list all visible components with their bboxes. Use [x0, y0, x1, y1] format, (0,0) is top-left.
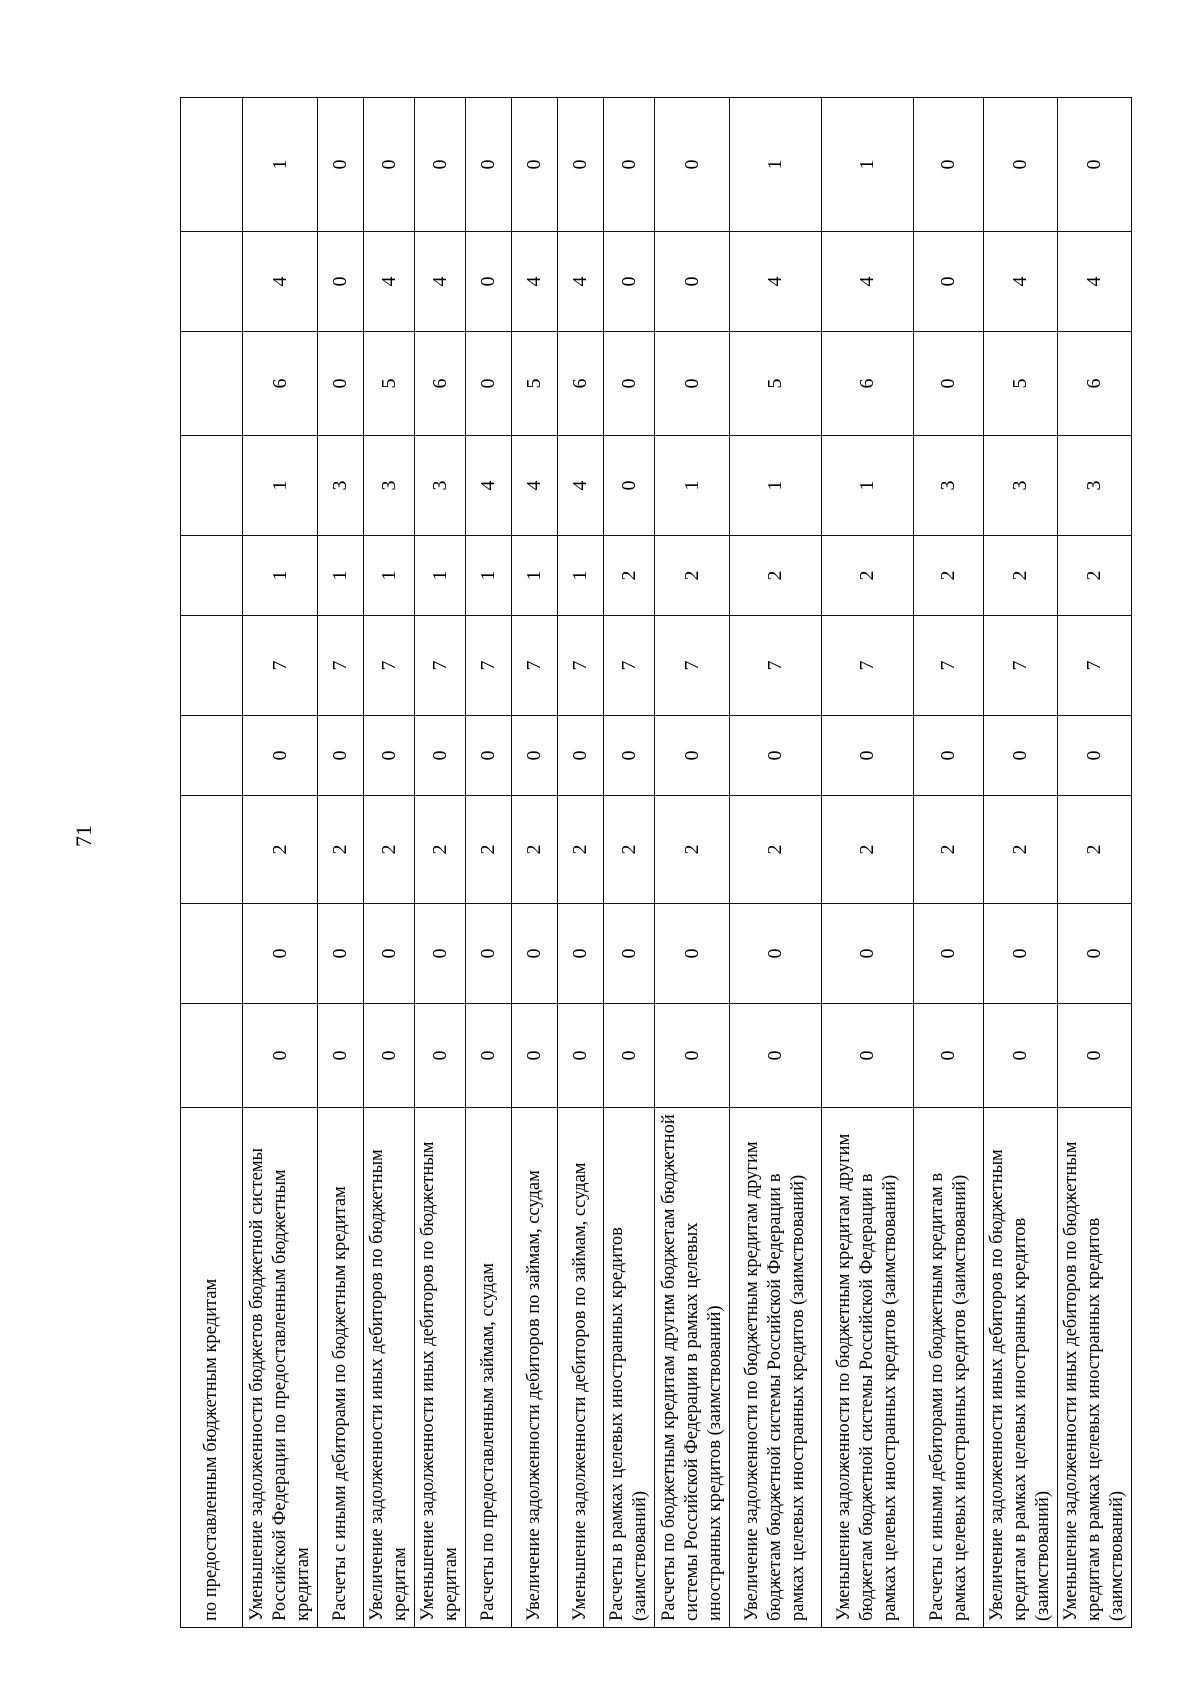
code-digit-cell: 0 — [512, 904, 558, 1004]
code-digit-cell: 1 — [243, 98, 318, 232]
code-digit-cell: 0 — [984, 716, 1058, 796]
table-row — [822, 98, 914, 1628]
code-digit-cell: 5 — [364, 332, 415, 436]
code-digit-cell: 0 — [984, 904, 1058, 1004]
code-digit-cell: 4 — [364, 232, 415, 332]
code-digit-cell: 1 — [558, 536, 604, 616]
row-description: Расчеты с иными дебиторами по бюджетным кредитам — [318, 1108, 364, 1628]
code-digit-cell: 0 — [318, 232, 364, 332]
code-digit-cell: 2 — [914, 536, 984, 616]
code-digit-cell: 0 — [822, 904, 914, 1004]
code-digit-cell: 1 — [730, 436, 822, 536]
code-digit-cell — [181, 536, 243, 616]
code-digit-cell: 2 — [512, 796, 558, 904]
code-digit-cell: 1 — [243, 536, 318, 616]
code-digit-cell: 7 — [655, 616, 730, 716]
code-digit-cell: 2 — [243, 796, 318, 904]
code-digit-cell — [181, 436, 243, 536]
table-row — [604, 98, 655, 1628]
code-digit-cell: 2 — [822, 796, 914, 904]
code-digit-cell: 0 — [1058, 1004, 1132, 1108]
code-digit-cell: 1 — [655, 436, 730, 536]
code-digit-cell: 4 — [512, 436, 558, 536]
code-digit-cell: 0 — [730, 904, 822, 1004]
code-digit-cell — [181, 616, 243, 716]
row-description: по предоставленным бюджетным кредитам — [181, 1108, 243, 1628]
code-digit-cell: 0 — [318, 98, 364, 232]
code-digit-cell: 2 — [364, 796, 415, 904]
code-digit-cell: 0 — [512, 716, 558, 796]
table-body — [181, 98, 1132, 1628]
code-digit-cell: 1 — [822, 98, 914, 232]
code-digit-cell: 7 — [1058, 616, 1132, 716]
page-number: 71 — [71, 825, 96, 847]
code-digit-cell: 1 — [364, 536, 415, 616]
table-row — [415, 98, 466, 1628]
code-digit-cell: 2 — [558, 796, 604, 904]
code-digit-cell: 0 — [655, 332, 730, 436]
code-digit-cell: 0 — [415, 716, 466, 796]
code-digit-cell: 3 — [1058, 436, 1132, 536]
code-digit-cell: 7 — [243, 616, 318, 716]
code-digit-cell: 7 — [558, 616, 604, 716]
code-digit-cell: 4 — [730, 232, 822, 332]
code-digit-cell: 7 — [914, 616, 984, 716]
code-digit-cell: 0 — [1058, 98, 1132, 232]
code-digit-cell: 3 — [318, 436, 364, 536]
code-digit-cell: 7 — [730, 616, 822, 716]
code-digit-cell: 0 — [415, 904, 466, 1004]
code-digit-cell: 2 — [822, 536, 914, 616]
row-description: Уменьшение задолженности по бюджетным кредитам другим бюджетам бюджетной системы Российской Федерации в рамках целевых иностранных кредитов (заимствований) — [822, 1108, 914, 1628]
code-digit-cell: 4 — [415, 232, 466, 332]
code-digit-cell: 1 — [415, 536, 466, 616]
code-digit-cell: 0 — [318, 1004, 364, 1108]
code-digit-cell: 2 — [318, 796, 364, 904]
code-digit-cell: 0 — [1058, 716, 1132, 796]
row-description: Увеличение задолженности иных дебиторов по бюджетным кредитам в рамках целевых иностранных кредитов (заимствований) — [984, 1108, 1058, 1628]
row-description: Расчеты по предоставленным займам, ссудам — [466, 1108, 512, 1628]
code-digit-cell: 0 — [730, 716, 822, 796]
code-digit-cell: 1 — [730, 98, 822, 232]
code-digit-cell: 0 — [822, 716, 914, 796]
code-digit-cell: 0 — [364, 98, 415, 232]
row-description: Расчеты в рамках целевых иностранных кредитов (заимствований) — [604, 1108, 655, 1628]
row-description: Расчеты по бюджетным кредитам другим бюджетам бюджетной системы Российской Федерации в рамках целевых иностранных кредитов (заимствований) — [655, 1108, 730, 1628]
code-digit-cell — [181, 904, 243, 1004]
code-digit-cell: 0 — [984, 1004, 1058, 1108]
code-digit-cell: 3 — [914, 436, 984, 536]
code-digit-cell: 4 — [1058, 232, 1132, 332]
rotated-table-wrapper — [180, 98, 1127, 1628]
code-digit-cell: 0 — [558, 98, 604, 232]
code-digit-cell: 0 — [364, 1004, 415, 1108]
table-row — [318, 98, 364, 1628]
code-digit-cell: 2 — [730, 796, 822, 904]
code-digit-cell: 2 — [655, 536, 730, 616]
code-digit-cell: 5 — [512, 332, 558, 436]
code-digit-cell — [181, 232, 243, 332]
code-digit-cell: 7 — [604, 616, 655, 716]
code-digit-cell: 4 — [558, 232, 604, 332]
code-digit-cell: 0 — [466, 332, 512, 436]
code-digit-cell: 7 — [466, 616, 512, 716]
code-digit-cell: 2 — [604, 796, 655, 904]
code-digit-cell: 0 — [243, 1004, 318, 1108]
code-digit-cell: 0 — [558, 904, 604, 1004]
code-digit-cell: 0 — [984, 98, 1058, 232]
code-digit-cell: 0 — [914, 232, 984, 332]
code-digit-cell: 0 — [364, 904, 415, 1004]
code-digit-cell: 1 — [243, 436, 318, 536]
code-digit-cell: 0 — [558, 1004, 604, 1108]
table-row — [466, 98, 512, 1628]
code-digit-cell: 0 — [604, 436, 655, 536]
code-digit-cell: 4 — [243, 232, 318, 332]
code-digit-cell: 6 — [558, 332, 604, 436]
code-digit-cell: 7 — [364, 616, 415, 716]
code-digit-cell: 7 — [318, 616, 364, 716]
code-digit-cell: 0 — [318, 904, 364, 1004]
table-row — [984, 98, 1058, 1628]
code-digit-cell: 0 — [604, 98, 655, 232]
code-digit-cell: 6 — [243, 332, 318, 436]
code-digit-cell: 0 — [604, 904, 655, 1004]
code-digit-cell: 0 — [243, 716, 318, 796]
code-digit-cell: 6 — [415, 332, 466, 436]
code-digit-cell: 7 — [512, 616, 558, 716]
code-digit-cell: 0 — [318, 716, 364, 796]
code-digit-cell: 7 — [415, 616, 466, 716]
row-description: Увеличение задолженности дебиторов по займам, ссудам — [512, 1108, 558, 1628]
code-digit-cell: 2 — [604, 536, 655, 616]
row-description: Уменьшение задолженности иных дебиторов по бюджетным кредитам — [415, 1108, 466, 1628]
code-digit-cell: 0 — [914, 98, 984, 232]
code-digit-cell: 7 — [822, 616, 914, 716]
code-digit-cell: 3 — [364, 436, 415, 536]
code-digit-cell: 0 — [466, 232, 512, 332]
code-digit-cell: 0 — [655, 716, 730, 796]
code-digit-cell: 4 — [984, 232, 1058, 332]
code-digit-cell: 0 — [415, 1004, 466, 1108]
table-row — [655, 98, 730, 1628]
code-digit-cell: 2 — [1058, 536, 1132, 616]
code-digit-cell: 5 — [984, 332, 1058, 436]
table-row — [914, 98, 984, 1628]
row-description: Увеличение задолженности иных дебиторов по бюджетным кредитам — [364, 1108, 415, 1628]
code-digit-cell: 0 — [415, 98, 466, 232]
row-description: Уменьшение задолженности бюджетов бюджетной системы Российской Федерации по предоставленным бюджетным кредитам — [243, 1108, 318, 1628]
code-digit-cell: 5 — [730, 332, 822, 436]
code-digit-cell: 0 — [822, 1004, 914, 1108]
code-digit-cell: 1 — [466, 536, 512, 616]
code-digit-cell: 2 — [730, 536, 822, 616]
code-digit-cell: 2 — [655, 796, 730, 904]
row-description: Увеличение задолженности по бюджетным кредитам другим бюджетам бюджетной системы Российской Федерации в рамках целевых иностранных кредитов (заимствований) — [730, 1108, 822, 1628]
code-digit-cell: 0 — [243, 904, 318, 1004]
code-digit-cell — [181, 716, 243, 796]
code-digit-cell: 1 — [822, 436, 914, 536]
code-digit-cell: 0 — [466, 716, 512, 796]
code-digit-cell — [181, 332, 243, 436]
code-digit-cell: 1 — [318, 536, 364, 616]
code-digit-cell: 0 — [655, 1004, 730, 1108]
code-digit-cell: 0 — [655, 232, 730, 332]
table-row — [364, 98, 415, 1628]
code-digit-cell: 3 — [415, 436, 466, 536]
code-digit-cell: 0 — [604, 716, 655, 796]
code-digit-cell: 6 — [822, 332, 914, 436]
table-row — [730, 98, 822, 1628]
code-digit-cell: 2 — [984, 796, 1058, 904]
table-row — [181, 98, 243, 1628]
code-digit-cell: 4 — [512, 232, 558, 332]
code-digit-cell: 0 — [1058, 904, 1132, 1004]
code-digit-cell: 0 — [512, 98, 558, 232]
account-codes-table — [180, 97, 1132, 1628]
row-description: Уменьшение задолженности дебиторов по займам, ссудам — [558, 1108, 604, 1628]
code-digit-cell: 0 — [512, 1004, 558, 1108]
code-digit-cell: 0 — [914, 1004, 984, 1108]
code-digit-cell: 1 — [512, 536, 558, 616]
code-digit-cell: 0 — [558, 716, 604, 796]
code-digit-cell: 0 — [466, 98, 512, 232]
code-digit-cell: 0 — [914, 716, 984, 796]
code-digit-cell: 0 — [730, 1004, 822, 1108]
code-digit-cell: 0 — [364, 716, 415, 796]
code-digit-cell: 0 — [655, 98, 730, 232]
code-digit-cell: 0 — [466, 1004, 512, 1108]
code-digit-cell: 0 — [604, 232, 655, 332]
code-digit-cell: 2 — [914, 796, 984, 904]
code-digit-cell: 2 — [1058, 796, 1132, 904]
code-digit-cell: 0 — [655, 904, 730, 1004]
code-digit-cell: 2 — [984, 536, 1058, 616]
code-digit-cell: 4 — [822, 232, 914, 332]
code-digit-cell: 0 — [466, 904, 512, 1004]
code-digit-cell: 0 — [318, 332, 364, 436]
code-digit-cell: 7 — [984, 616, 1058, 716]
table-row — [1058, 98, 1132, 1628]
code-digit-cell: 4 — [466, 436, 512, 536]
code-digit-cell: 0 — [914, 904, 984, 1004]
code-digit-cell: 2 — [415, 796, 466, 904]
code-digit-cell: 6 — [1058, 332, 1132, 436]
code-digit-cell — [181, 796, 243, 904]
code-digit-cell: 4 — [558, 436, 604, 536]
code-digit-cell: 0 — [604, 332, 655, 436]
row-description: Уменьшение задолженности иных дебиторов по бюджетным кредитам в рамках целевых иностранных кредитов (заимствований) — [1058, 1108, 1132, 1628]
code-digit-cell — [181, 1004, 243, 1108]
table-row — [558, 98, 604, 1628]
row-description: Расчеты с иными дебиторами по бюджетным кредитам в рамках целевых иностранных кредитов (заимствований) — [914, 1108, 984, 1628]
code-digit-cell: 0 — [604, 1004, 655, 1108]
table-row — [243, 98, 318, 1628]
code-digit-cell: 0 — [914, 332, 984, 436]
code-digit-cell: 3 — [984, 436, 1058, 536]
code-digit-cell — [181, 98, 243, 232]
code-digit-cell: 2 — [466, 796, 512, 904]
table-row — [512, 98, 558, 1628]
